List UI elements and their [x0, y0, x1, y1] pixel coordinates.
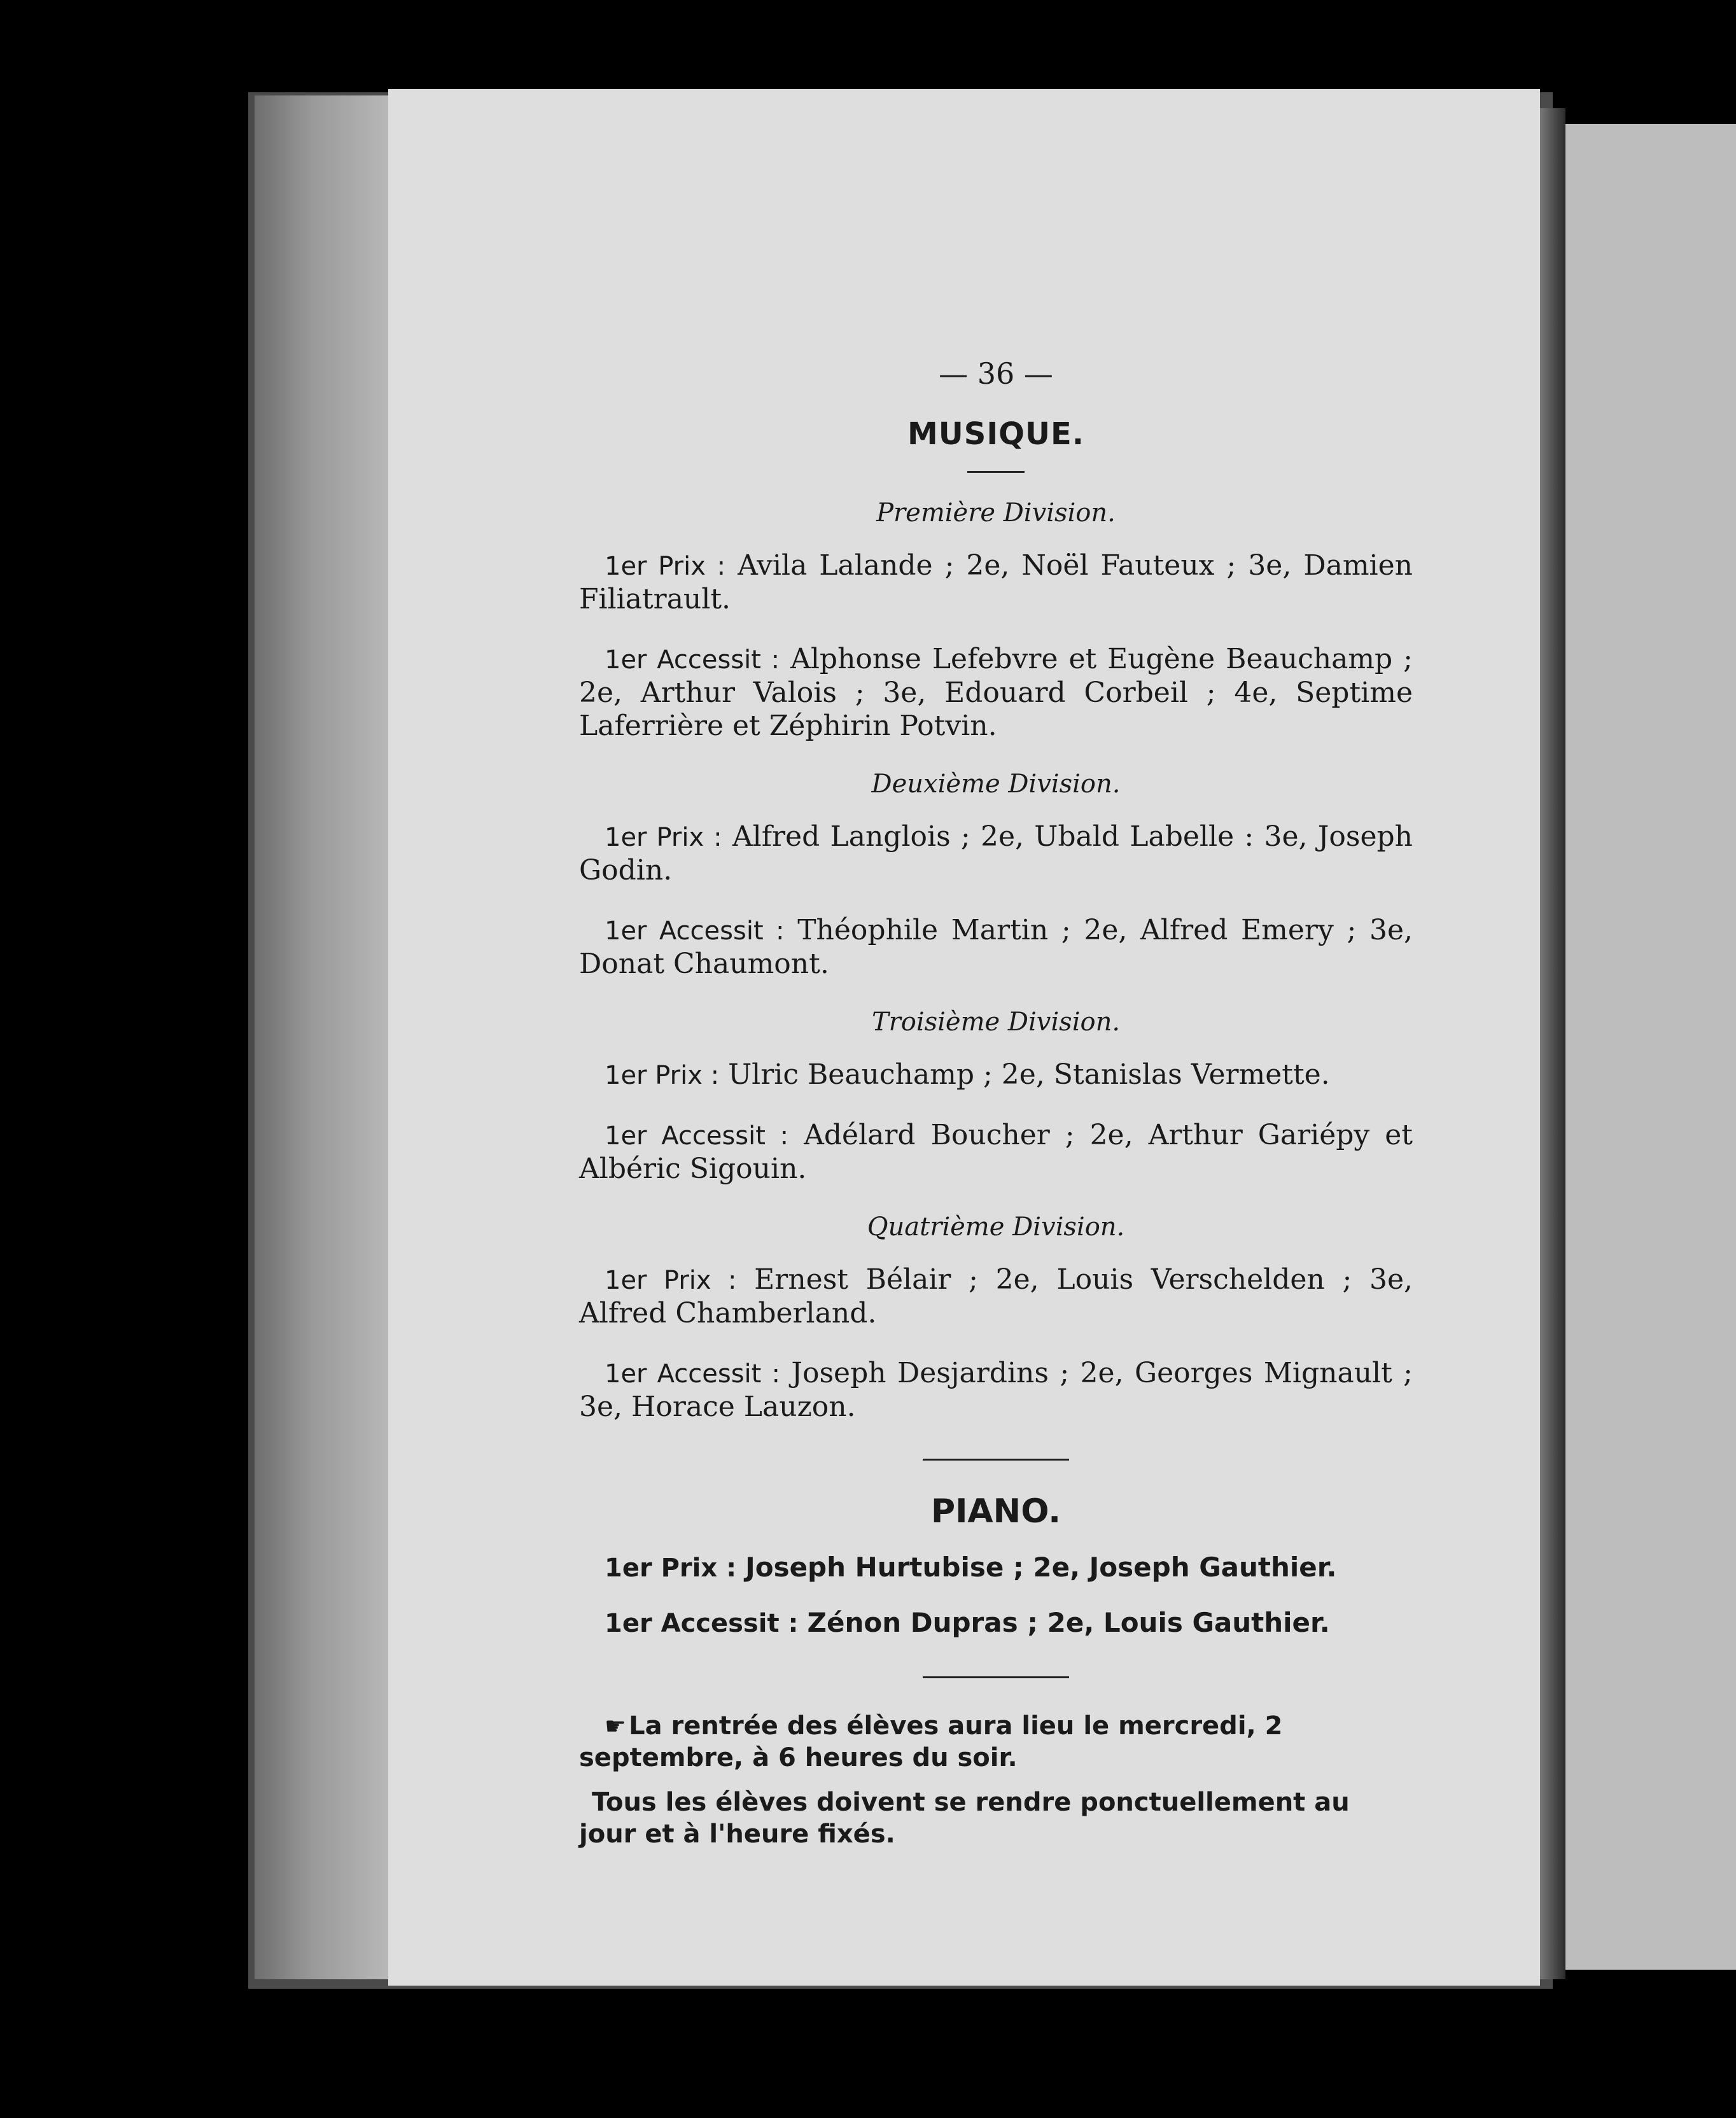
prize-text: Ulric Beauchamp ; 2e, Stanislas Vermette.	[728, 1058, 1330, 1091]
prize-entry	[579, 1058, 1413, 1092]
book-page	[388, 89, 1540, 1986]
prize-text: Alfred Langlois ; 2e, Ubald Labelle : 3e, Joseph Godin.	[579, 820, 1413, 887]
accessit-text: Adélard Boucher ; 2e, Arthur Gariépy et Albéric Sigouin.	[579, 1119, 1413, 1185]
prize-text: Avila Lalande ; 2e, Noël Fauteux ; 3e, Damien Filiatrault.	[579, 549, 1413, 615]
prize-label: 1er Prix :	[605, 552, 726, 581]
prize-entry	[579, 1263, 1413, 1330]
page-number: — 36 —	[939, 356, 1053, 391]
prize-label: 1er Prix :	[605, 1266, 737, 1295]
division-heading: Deuxième Division.	[871, 769, 1121, 799]
accessit-entry	[579, 1357, 1413, 1424]
prize-entry	[579, 549, 1413, 616]
page-stack-edge	[255, 95, 401, 1979]
prize-label: 1er Prix :	[605, 1061, 720, 1090]
accessit-entry	[579, 1119, 1413, 1186]
division-heading: Troisième Division.	[871, 1007, 1121, 1037]
division-heading: Quatrième Division.	[867, 1212, 1125, 1242]
rentree-note	[579, 1710, 1413, 1774]
accessit-text: Zénon Dupras ; 2e, Louis Gauthier.	[807, 1607, 1330, 1638]
pointing-hand-icon: ☛	[605, 1712, 627, 1740]
accessit-label: 1er Accessit :	[605, 1121, 789, 1151]
prize-entry	[579, 820, 1413, 887]
prize-text: Ernest Bélair ; 2e, Louis Verschelden ; 3e, Alfred Chamberland.	[579, 1263, 1413, 1329]
accessit-label: 1er Accessit :	[605, 916, 785, 946]
ponctualite-note: Tous les élèves doivent se rendre ponctuellement au jour et à l'heure fixés.	[579, 1788, 1350, 1849]
piano-accessit-entry	[605, 1605, 1413, 1641]
title-rule	[967, 471, 1025, 473]
section-title-musique: MUSIQUE.	[907, 416, 1084, 452]
accessit-entry	[579, 643, 1413, 743]
notes-divider	[923, 1676, 1069, 1678]
accessit-text: Alphonse Lefebvre et Eugène Beauchamp ; 2e, Arthur Valois ; 3e, Edouard Corbeil ; 4e, Septime Laferrière et Zéphirin Potvin.	[579, 643, 1413, 742]
accessit-text: Théophile Martin ; 2e, Alfred Emery ; 3e, Donat Chaumont.	[579, 914, 1413, 980]
accessit-label: 1er Accessit :	[605, 1609, 799, 1638]
prize-label: 1er Prix :	[605, 1553, 737, 1583]
accessit-entry	[579, 914, 1413, 981]
prize-label: 1er Prix :	[605, 823, 722, 852]
rentree-text: La rentrée des élèves aura lieu le mercredi, 2 septembre, à 6 heures du soir.	[579, 1711, 1283, 1772]
piano-prize-entry	[605, 1550, 1413, 1586]
page-content	[579, 274, 1413, 1863]
section-title-piano: PIANO.	[930, 1492, 1061, 1531]
division-heading: Première Division.	[876, 498, 1116, 528]
accessit-label: 1er Accessit :	[605, 645, 780, 675]
accessit-text: Joseph Desjardins ; 2e, Georges Mignault ; 3e, Horace Lauzon.	[579, 1357, 1413, 1423]
accessit-label: 1er Accessit :	[605, 1359, 780, 1389]
section-divider	[923, 1459, 1069, 1461]
prize-text: Joseph Hurtubise ; 2e, Joseph Gauthier.	[745, 1552, 1337, 1583]
